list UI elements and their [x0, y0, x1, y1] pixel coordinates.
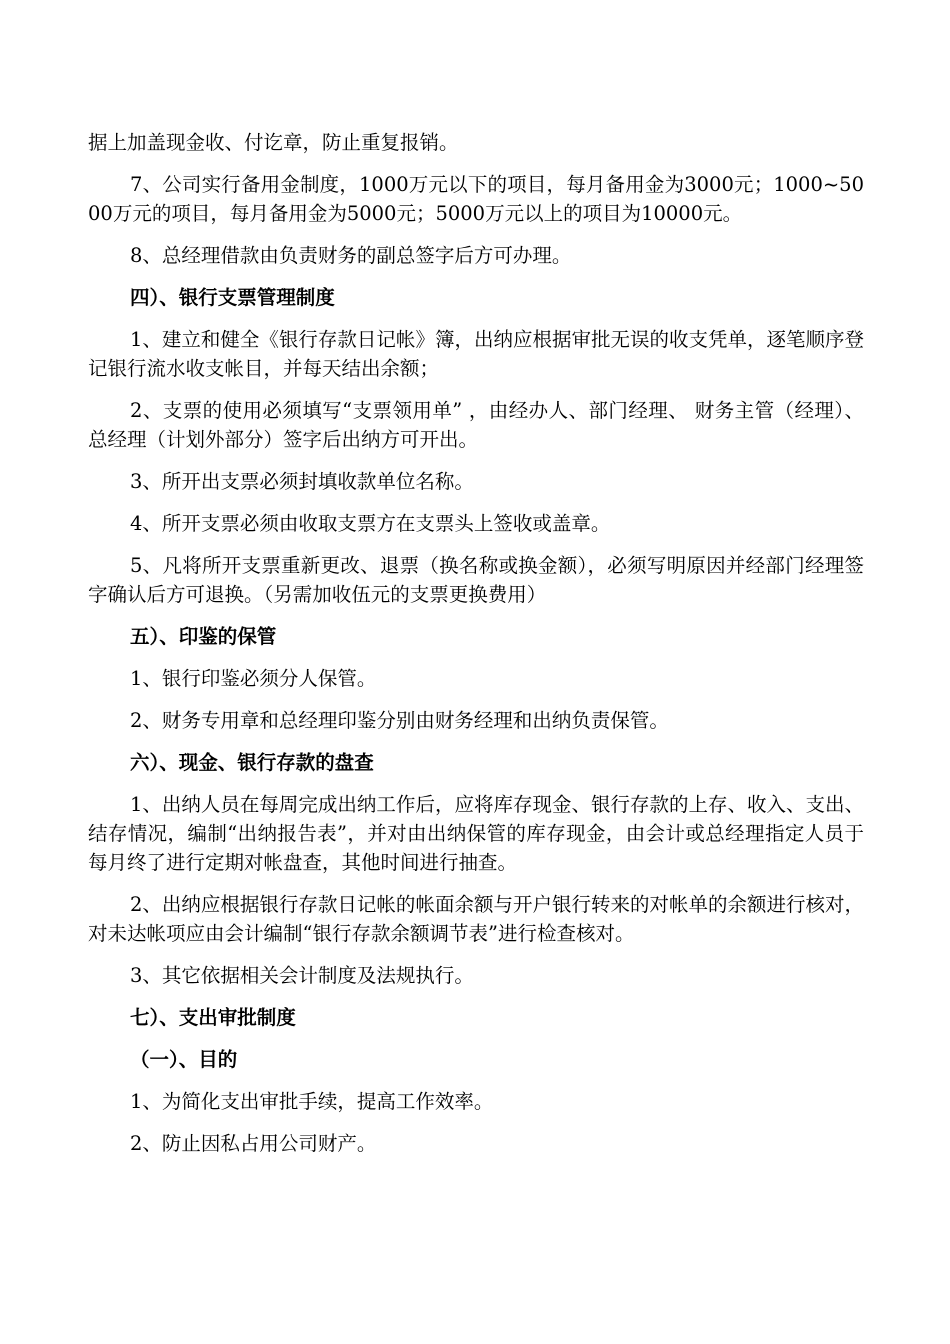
paragraph-seal-1: 1、银行印鉴必须分人保管。	[130, 667, 377, 690]
paragraph-audit-2: 2、出纳应根据银行存款日记帐的帐面余额与开户银行转来的对帐单的余额进行核对，对未达帐项应由会计编制“银行存款余额调节表”进行检查核对。	[88, 893, 864, 945]
paragraph-purpose-2: 2、防止因私占用公司财产。	[130, 1132, 377, 1155]
paragraph-item-8: 8、总经理借款由负责财务的副总签字后方可办理。	[130, 244, 572, 267]
paragraph-check-4: 4、所开支票必须由收取支票方在支票头上签收或盖章。	[130, 512, 611, 535]
section-heading-5: 五）、印鉴的保管	[130, 625, 277, 648]
section-heading-7: 七）、支出审批制度	[130, 1006, 296, 1029]
document-body	[88, 128, 864, 1171]
paragraph-item-7: 7、公司实行备用金制度，1000万元以下的项目，每月备用金为3000元；1000~5000万元的项目，每月备用金为5000元；5000万元以上的项目为10000元。	[88, 173, 864, 225]
paragraph-check-2: 2、支票的使用必须填写“支票领用单” ，由经办人、部门经理、 财务主管（经理）、总经理（计划外部分）签字后出纳方可开出。	[88, 399, 864, 451]
section-heading-4: 四）、银行支票管理制度	[130, 286, 335, 309]
paragraph-audit-1: 1、出纳人员在每周完成出纳工作后，应将库存现金、银行存款的上存、收入、支出、结存情况，编制“出纳报告表”，并对由出纳保管的库存现金，由会计或总经理指定人员于每月终了进行定期对帐盘查，其他时间进行抽查。	[88, 793, 864, 874]
paragraph-audit-3: 3、其它依据相关会计制度及法规执行。	[130, 964, 474, 987]
paragraph-check-5: 5、凡将所开支票重新更改、退票（换名称或换金额），必须写明原因并经部门经理签字确认后方可退换。（另需加收伍元的支票更换费用）	[88, 554, 864, 606]
paragraph-continuation: 据上加盖现金收、付讫章，防止重复报销。	[88, 131, 459, 154]
paragraph-check-1: 1、建立和健全《银行存款日记帐》簿，出纳应根据审批无误的收支凭单，逐笔顺序登记银行流水收支帐目，并每天结出余额；	[88, 328, 864, 380]
paragraph-purpose-1: 1、为简化支出审批手续，提高工作效率。	[130, 1090, 494, 1113]
subsection-heading-purpose: （一）、目的	[130, 1048, 238, 1071]
section-heading-6: 六）、现金、银行存款的盘查	[130, 751, 374, 774]
paragraph-check-3: 3、所开出支票必须封填收款单位名称。	[130, 470, 474, 493]
paragraph-seal-2: 2、财务专用章和总经理印鉴分别由财务经理和出纳负责保管。	[130, 709, 669, 732]
